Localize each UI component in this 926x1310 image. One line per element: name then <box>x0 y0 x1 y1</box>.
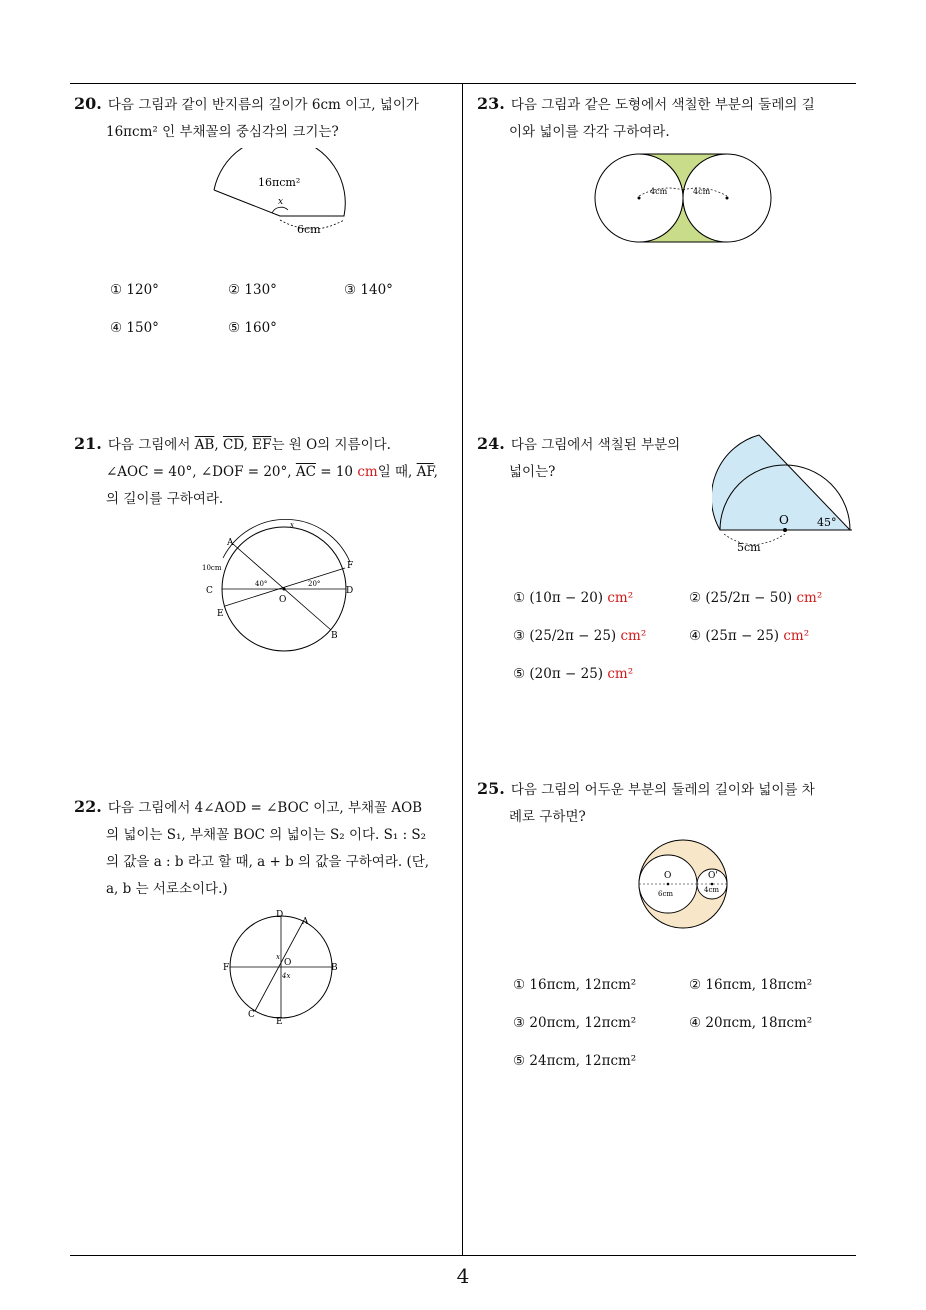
point-a-label: A <box>302 917 309 927</box>
problem-25 <box>477 775 862 831</box>
point-e-label: E <box>276 1017 283 1027</box>
unit: cm² <box>607 590 634 606</box>
column-divider <box>462 83 463 1256</box>
problem-number: 24. <box>477 434 505 453</box>
problem-number: 25. <box>477 779 505 798</box>
angle-label: x <box>278 197 284 207</box>
segment-ab: $\overline{AB}$ <box>194 437 215 453</box>
arc-af: $\overline{AF}$ <box>416 464 434 480</box>
problem-20 <box>74 90 459 146</box>
radius-label-1: 4cm <box>650 187 668 196</box>
problem-number: 23. <box>477 94 505 113</box>
problem-number: 21. <box>74 434 102 453</box>
semicircle-figure <box>712 430 860 558</box>
choice-1[interactable] <box>513 590 633 606</box>
question-text: 의 넓이는 S₁, 부채꼴 BOC 의 넓이는 S₂ 이다. S₁ : S₂ <box>106 827 427 843</box>
choice-text: ① (10π − 20) <box>513 590 604 606</box>
question-text: 다음 그림과 같은 도형에서 색칠한 부분의 둘레의 길 <box>510 97 815 113</box>
question-text: 다음 그림에서 4∠AOD = ∠BOC 이고, 부채꼴 AOB <box>107 800 423 816</box>
bottom-rule <box>70 1255 856 1256</box>
choice-5[interactable] <box>513 666 633 682</box>
center-label: O <box>279 595 287 605</box>
choice-5[interactable]: ⑤ 24πcm, 12πcm² <box>513 1053 637 1069</box>
unit: cm² <box>783 628 810 644</box>
point-a-label: A <box>227 538 234 548</box>
center-o-prime-label: O' <box>708 871 718 881</box>
two-circles-figure <box>592 150 776 246</box>
center-label: O <box>779 513 789 527</box>
point-e-label: E <box>217 609 224 619</box>
point-b-label: B <box>331 631 338 641</box>
question-text: 다음 그림에서 색칠된 부분의 <box>510 437 681 453</box>
arc-ac: $\overline{AC}$ <box>295 464 316 480</box>
page-number: 4 <box>456 1264 470 1288</box>
problem-23 <box>477 90 862 146</box>
choice-1[interactable]: ① 16πcm, 12πcm² <box>513 977 637 993</box>
center-o-label: O <box>664 871 672 881</box>
choice-2[interactable]: ② 16πcm, 18πcm² <box>689 977 813 993</box>
choice-5[interactable]: ⑤ 160° <box>228 320 277 336</box>
nested-circles-figure <box>634 836 734 932</box>
problem-number: 22. <box>74 797 102 816</box>
angle-x-label: x <box>276 953 280 961</box>
choice-text: ③ (25/2π − 25) <box>513 628 617 644</box>
top-rule <box>70 83 856 84</box>
angle-20-label: 20° <box>308 580 321 588</box>
question-text: 례로 구하면? <box>509 809 586 825</box>
choice-text: ④ (25π − 25) <box>689 628 780 644</box>
question-text: a, b 는 서로소이다.) <box>106 881 228 897</box>
radius-6-label: 6cm <box>658 890 674 898</box>
choice-text: ⑤ (20π − 25) <box>513 666 604 682</box>
point-b-label: B <box>331 963 338 973</box>
choice-3[interactable]: ③ 140° <box>344 282 393 298</box>
sector-area-label: 16πcm² <box>258 176 301 189</box>
question-text: 다음 그림에서 <box>107 437 191 453</box>
unit: cm² <box>607 666 634 682</box>
choice-2[interactable] <box>689 590 822 606</box>
segment-cd: $\overline{CD}$ <box>222 437 244 453</box>
radius-label: 6cm <box>297 223 321 236</box>
point-c-label: C <box>206 586 213 596</box>
question-text: 넓이는? <box>509 464 556 480</box>
point-d-label: D <box>346 586 354 596</box>
point-f-label: F <box>223 963 230 973</box>
problem-22 <box>74 793 459 903</box>
choice-3[interactable]: ③ 20πcm, 12πcm² <box>513 1015 637 1031</box>
question-text: 일 때, <box>377 464 413 480</box>
unknown-arc-label: x <box>290 521 294 529</box>
choice-4[interactable]: ④ 150° <box>110 320 159 336</box>
radius-label: 5cm <box>737 541 761 554</box>
angle-4x-label: 4x <box>282 972 291 980</box>
point-d-label: D <box>276 910 284 920</box>
radius-label-2: 4cm <box>693 187 711 196</box>
circle-sectors-figure <box>218 906 348 1030</box>
point-c-label: C <box>248 1010 255 1020</box>
unit: cm² <box>620 628 647 644</box>
question-text: 다음 그림의 어두운 부분의 둘레의 길이와 넓이를 차 <box>510 782 815 798</box>
choice-1[interactable]: ① 120° <box>110 282 159 298</box>
radius-4-label: 4cm <box>704 886 720 894</box>
sector-figure <box>200 148 360 238</box>
question-text: 는 원 O의 지름이다. <box>271 437 391 453</box>
question-text: 16πcm² 인 부채꼴의 중심각의 크기는? <box>106 124 339 140</box>
segment-ef: $\overline{EF}$ <box>252 437 272 453</box>
question-text: = 10 <box>320 464 354 480</box>
choice-4[interactable] <box>689 628 809 644</box>
choice-text: ② (25/2π − 50) <box>689 590 793 606</box>
choice-4[interactable]: ④ 20πcm, 18πcm² <box>689 1015 813 1031</box>
question-text: 다음 그림과 같이 반지름의 길이가 6cm 이고, 넓이가 <box>107 97 419 113</box>
unit-cm: cm <box>357 464 378 480</box>
question-text: ∠AOC = 40°, ∠DOF = 20°, <box>106 464 292 480</box>
problem-number: 20. <box>74 94 102 113</box>
arc-length-label: 10cm <box>202 564 222 572</box>
question-text: 의 값을 a : b 라고 할 때, a + b 의 값을 구하여라. (단, <box>106 854 430 870</box>
center-label: O <box>284 958 292 968</box>
problem-24 <box>477 430 717 486</box>
angle-label: 45° <box>817 516 837 529</box>
circle-diameters-figure <box>195 518 365 658</box>
choice-2[interactable]: ② 130° <box>228 282 277 298</box>
question-text: 이와 넓이를 각각 구하여라. <box>509 124 670 140</box>
problem-21: 21. 다음 그림에서 $\overline{AB}$, $\overline{CD}$, $\overline{EF}$는 원 O의 지름이다. ∠AOC = 40°, ∠DOF = 20°, $\overline{AC} = 10$ cm일 때, $\overline{AF}$, 의 길이를 구하여라. <box>74 430 459 513</box>
choice-3[interactable] <box>513 628 646 644</box>
point-f-label: F <box>347 561 354 571</box>
question-text: 의 길이를 구하여라. <box>106 491 224 507</box>
unit: cm² <box>796 590 823 606</box>
angle-40-label: 40° <box>255 580 268 588</box>
